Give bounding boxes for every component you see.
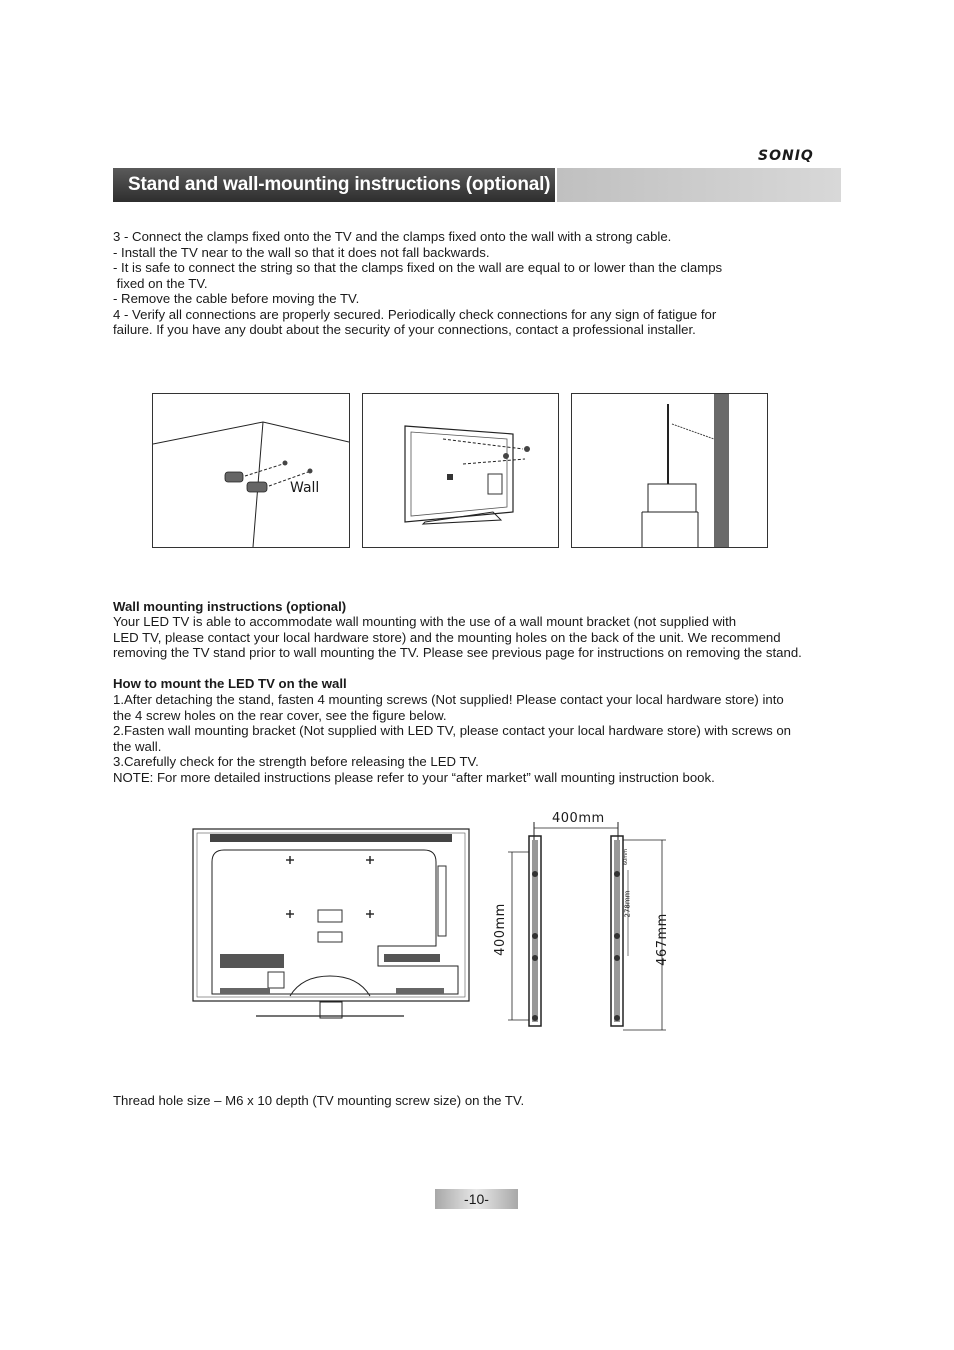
page-number: -10- [464,1191,489,1207]
figure-bracket-dimensions [494,808,674,1038]
figure-tv-clamps [362,393,559,548]
inner-dimension-label: 278mm [623,890,632,918]
intro-line: - It is safe to connect the string so that the clamps fixed on the wall are equal to or lower than the clamps [113,260,723,275]
how-to-line: 3.Carefully check for the strength before releasing the LED TV. [113,754,479,769]
intro-line: - Install the TV near to the wall so that it does not fall backwards. [113,244,490,260]
how-to-line: NOTE: For more detailed instructions please refer to your “after market” wall mounting instruction book. [113,769,715,785]
how-to-line: the wall. [113,738,162,754]
figure-tv-side [571,393,768,548]
wall-mounting-heading: Wall mounting instructions (optional) [113,599,347,614]
section-title: Stand and wall-mounting instructions (optional) [128,174,551,195]
wall-mounting-line: removing the TV stand prior to wall mounting the TV. Please see previous page for instructions on removing the stand. [113,645,802,660]
small-dimension-label: 60mm [623,848,630,866]
figure-tv-rear [190,826,472,1022]
intro-line: - Remove the cable before moving the TV. [113,291,360,306]
width-dimension-label: 400mm [552,811,605,826]
how-to-heading: How to mount the LED TV on the wall [113,676,347,691]
figure-wall-anchors [152,393,350,548]
brand-logo: SONIQ [758,148,814,164]
how-to-line: 2.Fasten wall mounting bracket (Not supplied with LED TV, please contact your local hardware store) with screws on [113,723,792,738]
intro-line: 3 - Connect the clamps fixed onto the TV and the clamps fixed onto the wall with a strong cable. [113,229,672,244]
wall-mounting-line: Your LED TV is able to accommodate wall mounting with the use of a wall mount bracket (not supplied with [113,614,737,629]
thread-note: Thread hole size – M6 x 10 depth (TV mounting screw size) on the TV. [113,1093,525,1108]
total-height-label: 467mm [654,913,670,966]
wall-label: Wall [290,480,320,496]
intro-line: 4 - Verify all connections are properly secured. Periodically check connections for any sign of fatigue for [113,306,717,322]
how-to-line: the 4 screw holes on the rear cover, see the figure below. [113,707,447,723]
how-to-line: 1.After detaching the stand, fasten 4 mounting screws (Not supplied! Please contact your local hardware store) into [113,692,784,707]
intro-line: failure. If you have any doubt about the security of your connections, contact a professional installer. [113,322,696,337]
height-dimension-label: 400mm [492,903,508,956]
intro-line: fixed on the TV. [113,275,208,291]
wall-mounting-line: LED TV, please contact your local hardware store) and the mounting holes on the back of the unit. We recommend [113,629,781,645]
